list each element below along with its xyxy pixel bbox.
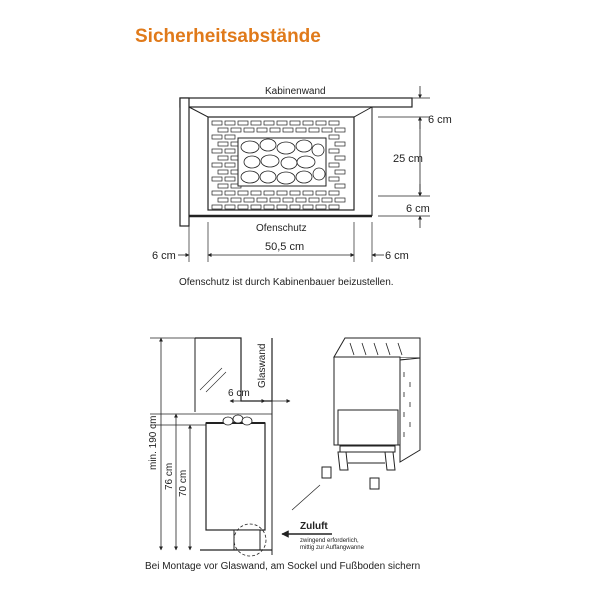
page-title: Sicherheitsabstände <box>135 26 321 47</box>
dim-76: 76 cm <box>164 462 175 490</box>
dim-70: 70 cm <box>178 469 189 497</box>
guard-note: Ofenschutz ist durch Kabinenbauer beizustellen. <box>179 277 394 288</box>
heater-side <box>206 423 265 530</box>
heater-base <box>234 530 260 550</box>
dim-width: 50,5 cm <box>265 241 305 253</box>
top-plan-view <box>152 86 452 288</box>
glass-wall-label: Glaswand <box>257 343 268 388</box>
dim-right: 6 cm <box>385 250 409 262</box>
dim-bottom: 6 cm <box>406 203 430 215</box>
airflow-note-1: zwingend erforderlich, <box>300 538 359 544</box>
dim-min-height: min. 190 cm <box>148 415 159 470</box>
dim-gap: 6 cm <box>228 388 250 399</box>
cabin-wall-left <box>180 98 189 226</box>
oven-guard-label: Ofenschutz <box>256 223 307 234</box>
mounting-caption: Bei Montage vor Glaswand, am Sockel und Fußboden sichern <box>145 561 421 572</box>
cabin-wall-label: Kabinenwand <box>265 86 326 97</box>
side-view <box>145 338 420 572</box>
airflow-label: Zuluft <box>300 521 328 532</box>
dim-middle: 25 cm <box>393 153 423 165</box>
airflow-note-2: mittig zur Auffangwanne <box>300 545 364 551</box>
cabin-wall-top <box>180 98 412 107</box>
dim-top: 6 cm <box>428 114 452 126</box>
dim-left: 6 cm <box>152 250 176 262</box>
heater-isometric <box>322 338 420 489</box>
